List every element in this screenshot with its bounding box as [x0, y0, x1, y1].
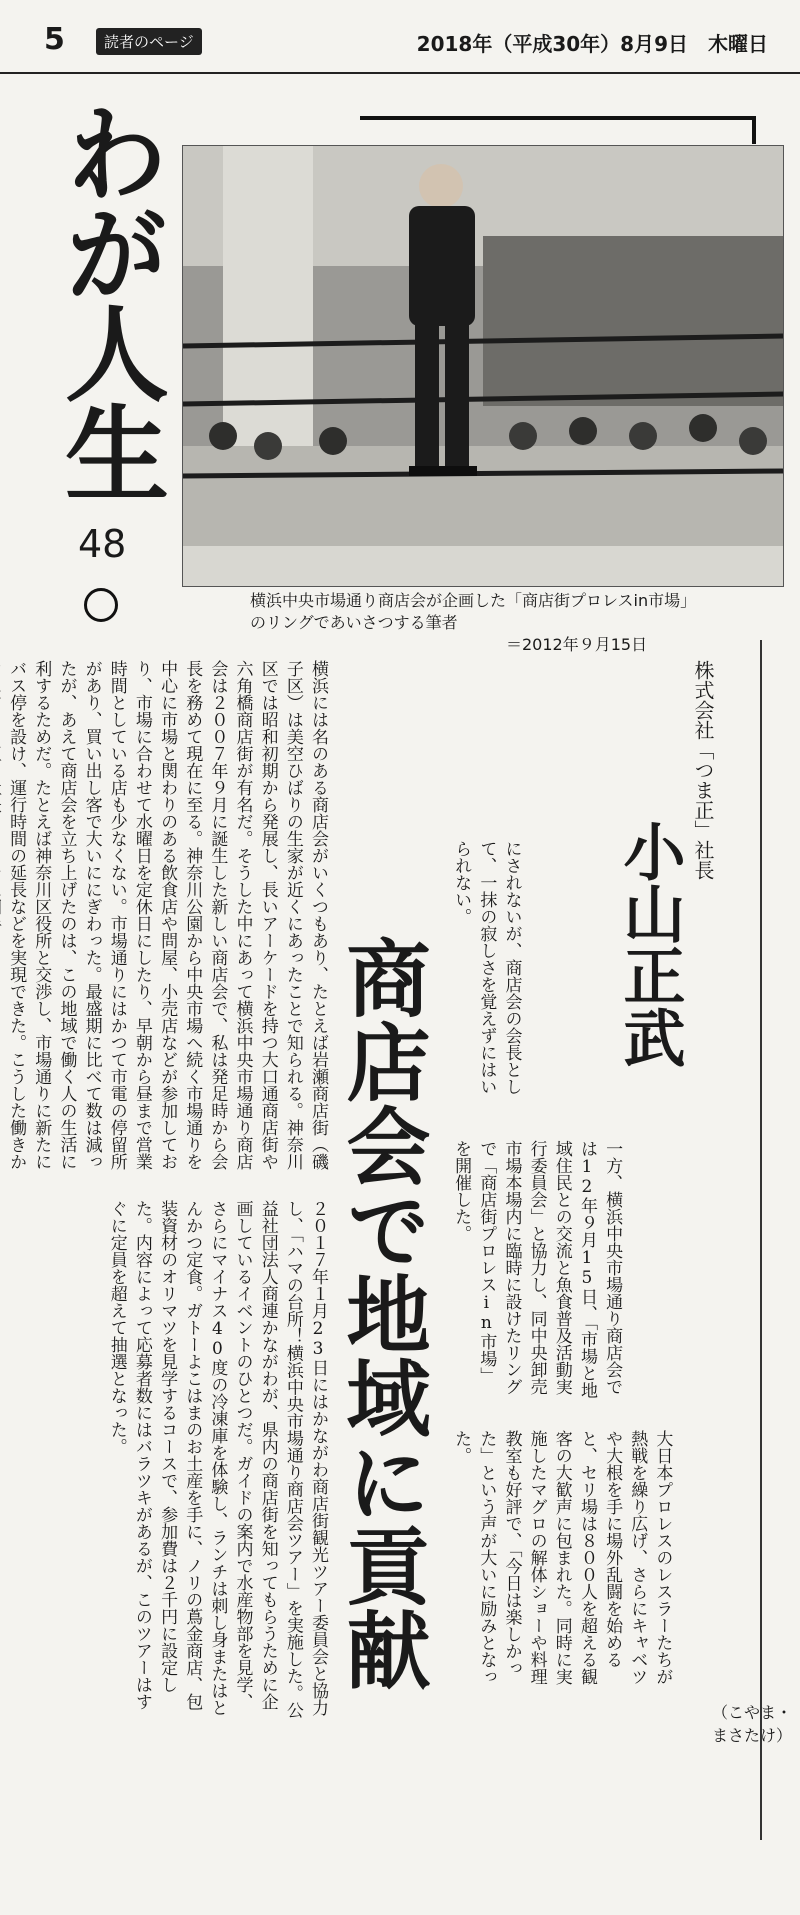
series-title: わが人生 [47, 100, 170, 500]
author-company: 株式会社「つま正」社長 [691, 660, 715, 880]
section-tag: 読者のページ [96, 28, 202, 55]
circle-mark-icon [84, 588, 118, 622]
series-number: 48 [78, 522, 127, 566]
column-rule [760, 640, 762, 1840]
article-column-2: 一方、横浜中央市場通り商店会では12年９月15日、「市場と地域住民との交流と魚食普及活動実行委員会」と協力し、同中央卸売市場本場内に臨時に設けたリングで「商店街プロレスin市場」を開催した。 [451, 1140, 623, 1399]
article-column-left: 横浜には名のある商店会がいくつもあり、たとえば岩瀬商店街（磯子区）は美空ひばりの生家が近くにあったことで知られる。神奈川区では昭和初期から発展し、長いアーケードを持つ大口通商店街や六角橋商店街が有名だ。そうした中にあって横浜中央市場通り商店会は２００７年９月に誕生した新しい商店会で、私は発足時から会長を務めて現在に至る。神奈川公園から中央市場へ続く市場通りを中心に市場と関わりのある飲食店や問屋、小売店などが参加しており、市場に合わせて水曜日を定休日にしたり、早朝から昼まで営業時間としている店も少なくない。市場通りにはかつて市電の停留所があり、買い出し客で大いににぎわった。最盛期に比べて数は減ったが、あえて商店会を立ち上げたのは、この地域で働く人の生活に利するためだ。たとえば神奈川区役所と交渉し、市場通りに新たにバス停を設け、運行時間の延長などを実現できた。こうした働きか [6, 660, 328, 1170]
photo-illustration [183, 146, 783, 586]
photo-caption: 横浜中央市場通り商店会が企画した「商店街プロレスin市場」のリングであいさつする筆者 [250, 591, 697, 633]
author-name: 小山正武 [613, 820, 686, 1068]
top-rule-tick [752, 116, 756, 144]
article-column-extra: ２０１７年１月23日にはかながわ商店街観光ツアー委員会と協力し、「ハマの台所！横浜中央市場通り商店会ツアー」を実施した。公益社団法人商連かながわが、県内の商店街を知ってもらうために企画しているイベントのひとつだ。ガイドの案内で水産物部を見学、さらにマイナス40度の冷凍庫を体験し、ランチは刺し身またはとんかつ定食。ガトーよこはまのお土産を手に、ノリの蔦金商店、包装資材のオリマツを見学するコースで、参加費は２千円に設定した。内容によって応募者数にはバラツキがあるが、このツアーはすぐに定員を超えて抽選となった。 [106, 1200, 328, 1719]
article-column-3: 大日本プロレスのレスラーたちが熱戦を繰り広げ、さらにキャベツや大根を手に場外乱闘を始めると、セリ場は８００人を超える観客の大歓声に包まれた。同時に実施したマグロの解体ショーや料理教室も好評で、「今日は楽しかった」という声が大いに励みとなった。 [451, 1430, 673, 1685]
issue-date: 2018年（平成30年）8月9日 木曜日 [416, 32, 768, 56]
article-headline: 商店会で地域に貢献 [333, 935, 432, 1691]
page-header [0, 0, 800, 74]
photo-caption-date: ＝2012年９月15日 [506, 635, 648, 654]
article-column-1: にされないが、商店会の会長として、一抹の寂しさを覚えずにはいられない。 [451, 840, 522, 1095]
byline: （こやま・まさたけ） [712, 1703, 793, 1745]
page-number: 5 [44, 22, 65, 57]
top-rule [360, 116, 755, 120]
article-photo [182, 145, 784, 587]
